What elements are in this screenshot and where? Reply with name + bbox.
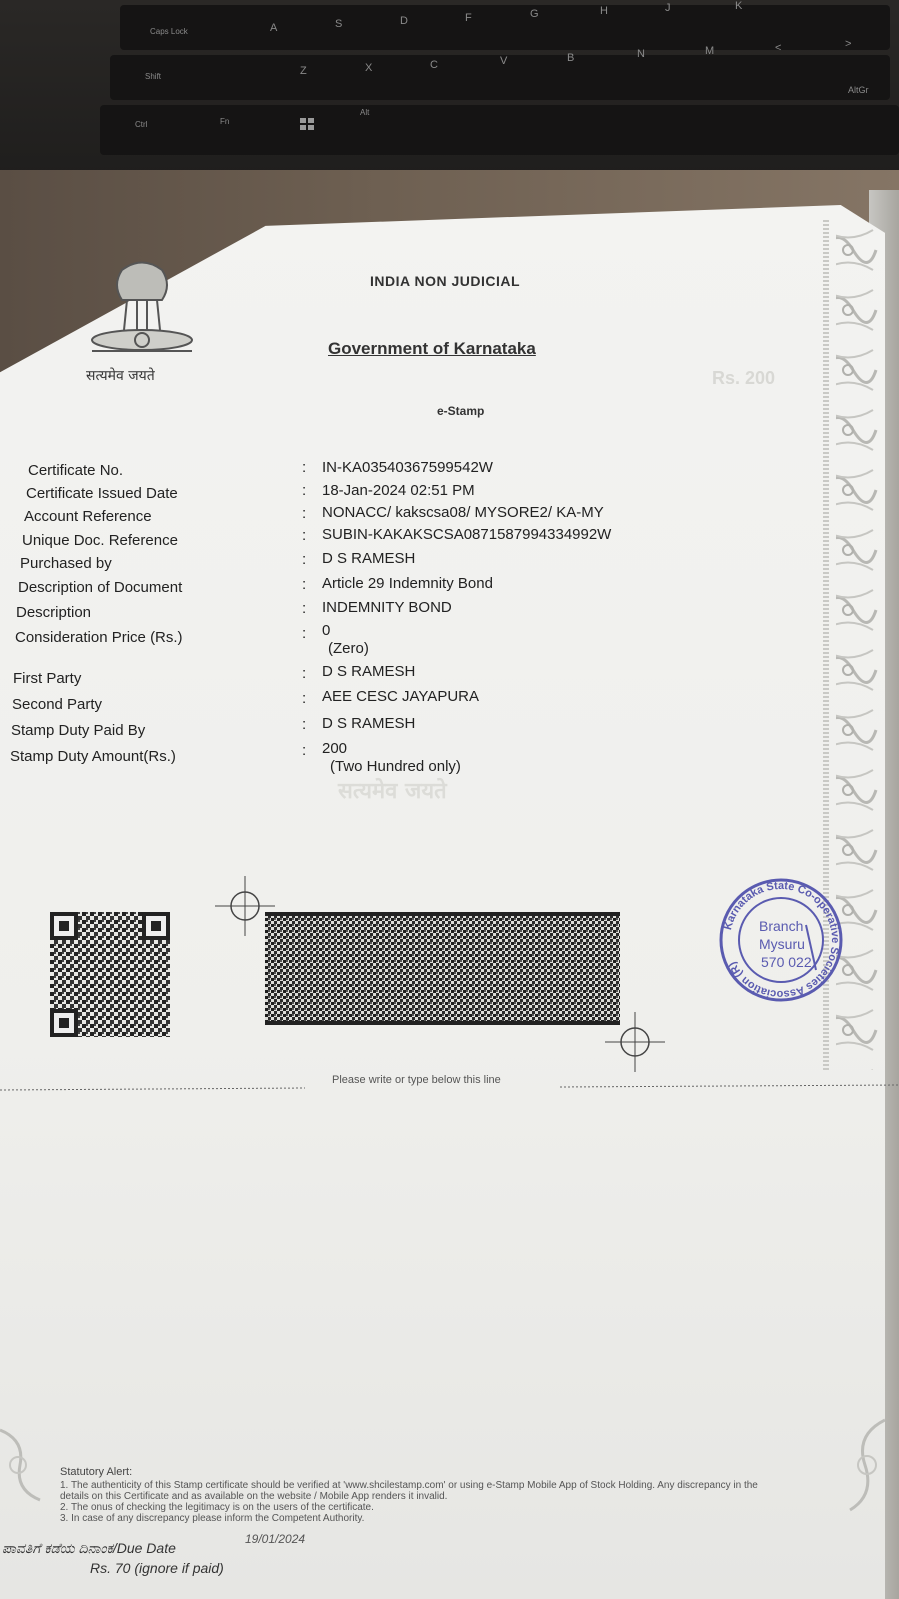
watermark-amount: Rs. 200 (712, 368, 776, 388)
key-j: J (665, 2, 671, 14)
seal-line-3: 570 022 (761, 954, 812, 970)
field-label: Consideration Price (Rs.) (15, 629, 183, 646)
qr-code (50, 912, 170, 1037)
field-label: Certificate No. (28, 462, 124, 479)
key-v: V (500, 55, 508, 67)
statutory-alert-item: 1. The authenticity of this Stamp certificate should be verified at 'www.shcilestamp.com' or using e-Stamp Mobile App of Stock Holding. Any discrepancy in the details on this Certificate and as available on the website / Mobile App renders it invalid. (60, 1480, 758, 1502)
header-government: Government of Karnataka (328, 339, 536, 358)
field-colon: : (302, 576, 307, 593)
field-colon: : (302, 482, 307, 499)
field-colon: : (302, 551, 307, 568)
national-emblem-icon (82, 255, 202, 365)
key-h: H (600, 5, 608, 17)
due-date-value: 19/01/2024 (245, 1532, 306, 1546)
field-colon: : (302, 505, 307, 522)
field-value: IN-KA03540367599542W (322, 459, 493, 476)
key-b: B (567, 52, 575, 64)
field-value: D S RAMESH (322, 663, 416, 680)
field-label: Description (16, 604, 92, 621)
key-ctrl: Ctrl (135, 120, 148, 129)
field-colon: : (302, 742, 307, 759)
key-caps-lock: Caps Lock (150, 27, 188, 36)
key-fn: Fn (220, 117, 230, 126)
field-value: 18-Jan-2024 02:51 PM (322, 482, 475, 499)
key-f: F (465, 12, 472, 24)
field-label: Purchased by (20, 555, 112, 572)
key-s: S (335, 18, 343, 30)
field-value: D S RAMESH (322, 715, 416, 732)
ornamental-corner-right (845, 1410, 885, 1520)
statutory-alert-item: 3. In case of any discrepancy please inform the Competent Authority. (60, 1513, 365, 1524)
field-value: Article 29 Indemnity Bond (322, 575, 493, 592)
field-value: 0 (322, 622, 331, 639)
seal-line-2: Mysuru (759, 936, 805, 952)
key-shift: Shift (145, 72, 162, 81)
field-value: NONACC/ kakscsa08/ MYSORE2/ KA-MY (322, 504, 604, 521)
due-amount-note: Rs. 70 (ignore if paid) (90, 1560, 224, 1576)
field-label: Second Party (12, 696, 103, 713)
key-m: M (705, 45, 715, 57)
keyboard-row-3 (100, 105, 899, 155)
statutory-alert (60, 1467, 780, 1524)
key-a: A (270, 22, 278, 34)
key-greater-than: > (845, 38, 852, 50)
field-value-words: (Two Hundred only) (330, 758, 461, 775)
key-c: C (430, 59, 438, 71)
field-colon: : (302, 690, 307, 707)
field-colon: : (302, 600, 307, 617)
key-alt: Alt (360, 108, 370, 117)
key-d: D (400, 15, 408, 27)
key-n: N (637, 48, 645, 60)
field-label: First Party (13, 670, 82, 687)
header-subtitle: e-Stamp (437, 404, 485, 418)
field-label: Unique Doc. Reference (22, 532, 178, 549)
field-colon: : (302, 716, 307, 733)
field-colon: : (302, 459, 307, 476)
key-z: Z (300, 65, 307, 77)
field-label: Stamp Duty Amount(Rs.) (10, 748, 176, 765)
2d-barcode (265, 912, 620, 1025)
write-below-line-label: Please write or type below this line (332, 1074, 501, 1086)
field-value-words: (Zero) (328, 640, 369, 657)
key-less-than: < (775, 42, 782, 54)
field-colon: : (302, 625, 307, 642)
field-colon: : (302, 665, 307, 682)
field-label: Account Reference (24, 508, 152, 525)
emblem-motto: सत्यमेव जयते (86, 368, 155, 384)
due-date-label: ಪಾವತಿಗೆ ಕಡೆಯ ದಿನಾಂಕ/Due Date (2, 1540, 176, 1556)
faint-motto-watermark: सत्यमेव जयते (338, 779, 447, 804)
seal-line-1: Branch (759, 918, 804, 934)
statutory-alert-item: 2. The onus of checking the legitimacy is on the users of the certificate. (60, 1502, 374, 1513)
header-title: INDIA NON JUDICIAL (370, 273, 521, 289)
field-value: 200 (322, 740, 348, 757)
field-value: SUBIN-KAKAKSCSA0871587994334992W (322, 526, 612, 543)
field-value: AEE CESC JAYAPURA (322, 688, 479, 705)
field-value: D S RAMESH (322, 550, 416, 567)
key-x: X (365, 62, 373, 74)
key-k: K (735, 0, 743, 12)
statutory-alert-title: Statutory Alert: (60, 1466, 133, 1478)
key-g: G (530, 8, 539, 20)
field-label: Description of Document (18, 579, 183, 596)
ornamental-corner-left (0, 1420, 45, 1510)
field-colon: : (302, 527, 307, 544)
field-label: Stamp Duty Paid By (11, 722, 146, 739)
windows-key-icon (300, 118, 314, 130)
seal-outer-text: Karnataka State Co-operative Societies Association (R) (722, 879, 842, 1001)
field-label: Certificate Issued Date (26, 485, 178, 502)
field-value: INDEMNITY BOND (322, 599, 452, 616)
cooperative-society-seal (716, 875, 846, 1005)
key-altgr: AltGr (848, 85, 869, 95)
